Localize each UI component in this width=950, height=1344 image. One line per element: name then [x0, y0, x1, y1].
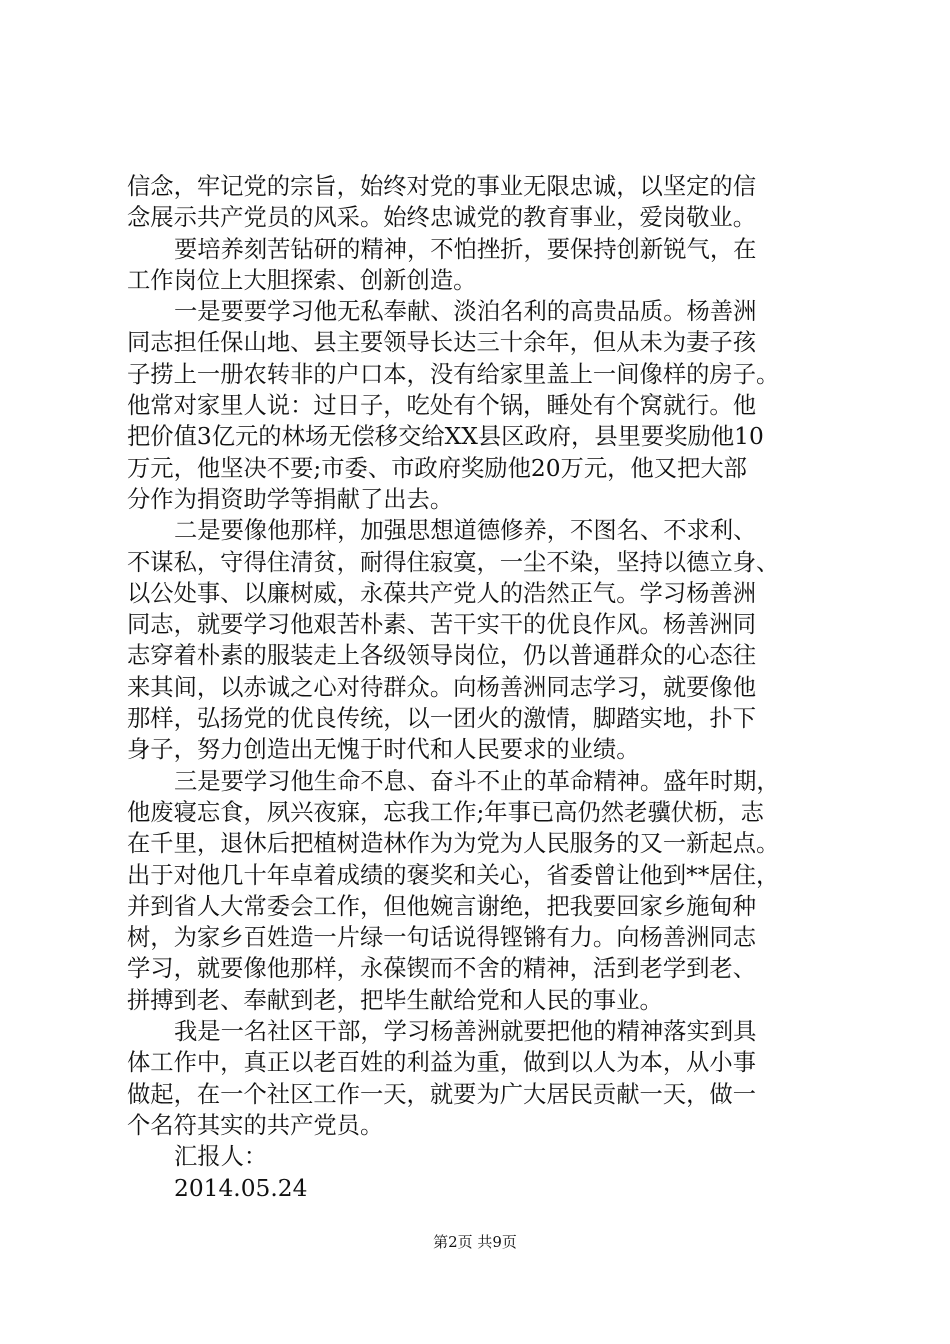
paragraph — [127, 766, 839, 1016]
text-line: 拼搏到老、奉献到老，把毕生献给党和人民的事业。 — [127, 986, 663, 1014]
text-line: 三是要学习他生命不息、奋斗不止的革命精神。盛年时期， — [174, 767, 780, 795]
text-line: 树，为家乡百姓造一片绿一句话说得铿锵有力。向杨善洲同志 — [127, 924, 757, 952]
text-line: 工作岗位上大胆探索、创新创造。 — [127, 266, 477, 294]
page-number: 第2页 共9页 — [433, 1233, 517, 1251]
text-line: 以公处事、以廉树威，永葆共产党人的浩然正气。学习杨善洲 — [127, 579, 757, 607]
text-line: 子捞上一册农转非的户口本，没有给家里盖上一间像样的房子。 — [127, 360, 780, 388]
paragraph — [127, 234, 839, 297]
text-line: 念展示共产党员的风采。始终忠诚党的教育事业，爱岗敬业。 — [127, 204, 757, 232]
text-line: 做起，在一个社区工作一天，就要为广大居民贡献一天，做一 — [127, 1080, 757, 1108]
text-line: 出于对他几十年卓着成绩的褒奖和关心，省委曾让他到**居住， — [127, 861, 780, 889]
text-line: 一是要要学习他无私奉献、淡泊名利的高贵品质。杨善洲 — [174, 298, 757, 326]
text-line: 并到省人大常委会工作，但他婉言谢绝，把我要回家乡施甸种 — [127, 892, 757, 920]
signoff-date: 2014.05.24 — [174, 1174, 308, 1202]
text-line: 同志，就要学习他艰苦朴素、苦干实干的优良作风。杨善洲同 — [127, 611, 757, 639]
text-line: 学习，就要像他那样，永葆锲而不舍的精神，活到老学到老、 — [127, 955, 757, 983]
text-line: 二是要像他那样，加强思想道德修养，不图名、不求利、 — [174, 517, 757, 545]
text-line: 不谋私，守得住清贫，耐得住寂寞，一尘不染，坚持以德立身、 — [127, 548, 780, 576]
text-line: 志穿着朴素的服装走上各级领导岗位，仍以普通群众的心态往 — [127, 642, 757, 670]
paragraph — [127, 1016, 839, 1141]
text-line: 我是一名社区干部，学习杨善洲就要把他的精神落实到具 — [174, 1018, 757, 1046]
text-line: 来其间，以赤诚之心对待群众。向杨善洲同志学习，就要像他 — [127, 673, 757, 701]
signoff-label: 汇报人： — [174, 1143, 268, 1171]
text-line: 个名符其实的共产党员。 — [127, 1111, 384, 1139]
document-body — [127, 171, 839, 1204]
text-line: 在千里，退休后把植树造林作为为党为人民服务的又一新起点。 — [127, 830, 780, 858]
paragraph — [127, 171, 839, 234]
text-line: 把价值3亿元的林场无偿移交给XX县区政府，县里要奖励他10 — [127, 423, 764, 451]
paragraph — [127, 296, 839, 515]
signoff-block — [127, 1141, 839, 1204]
text-line: 那样，弘扬党的优良传统，以一团火的激情，脚踏实地，扑下 — [127, 705, 757, 733]
text-line: 他废寝忘食，夙兴夜寐，忘我工作;年事已高仍然老骥伏枥，志 — [127, 798, 764, 826]
text-line: 信念，牢记党的宗旨，始终对党的事业无限忠诚，以坚定的信 — [127, 173, 757, 200]
text-line: 要培养刻苦钻研的精神，不怕挫折，要保持创新锐气，在 — [174, 235, 757, 263]
paragraph — [127, 515, 839, 765]
text-line: 体工作中，真正以老百姓的利益为重，做到以人为本，从小事 — [127, 1049, 757, 1077]
text-line: 分作为捐资助学等捐献了出去。 — [127, 485, 454, 513]
text-line: 同志担任保山地、县主要领导长达三十余年，但从未为妻子孩 — [127, 329, 757, 357]
text-line: 万元，他坚决不要;市委、市政府奖励他20万元，他又把大部 — [127, 454, 747, 482]
page-footer — [0, 1232, 950, 1252]
text-line: 他常对家里人说：过日子，吃处有个锅，睡处有个窝就行。他 — [127, 392, 757, 420]
text-line: 身子，努力创造出无愧于时代和人民要求的业绩。 — [127, 736, 640, 764]
